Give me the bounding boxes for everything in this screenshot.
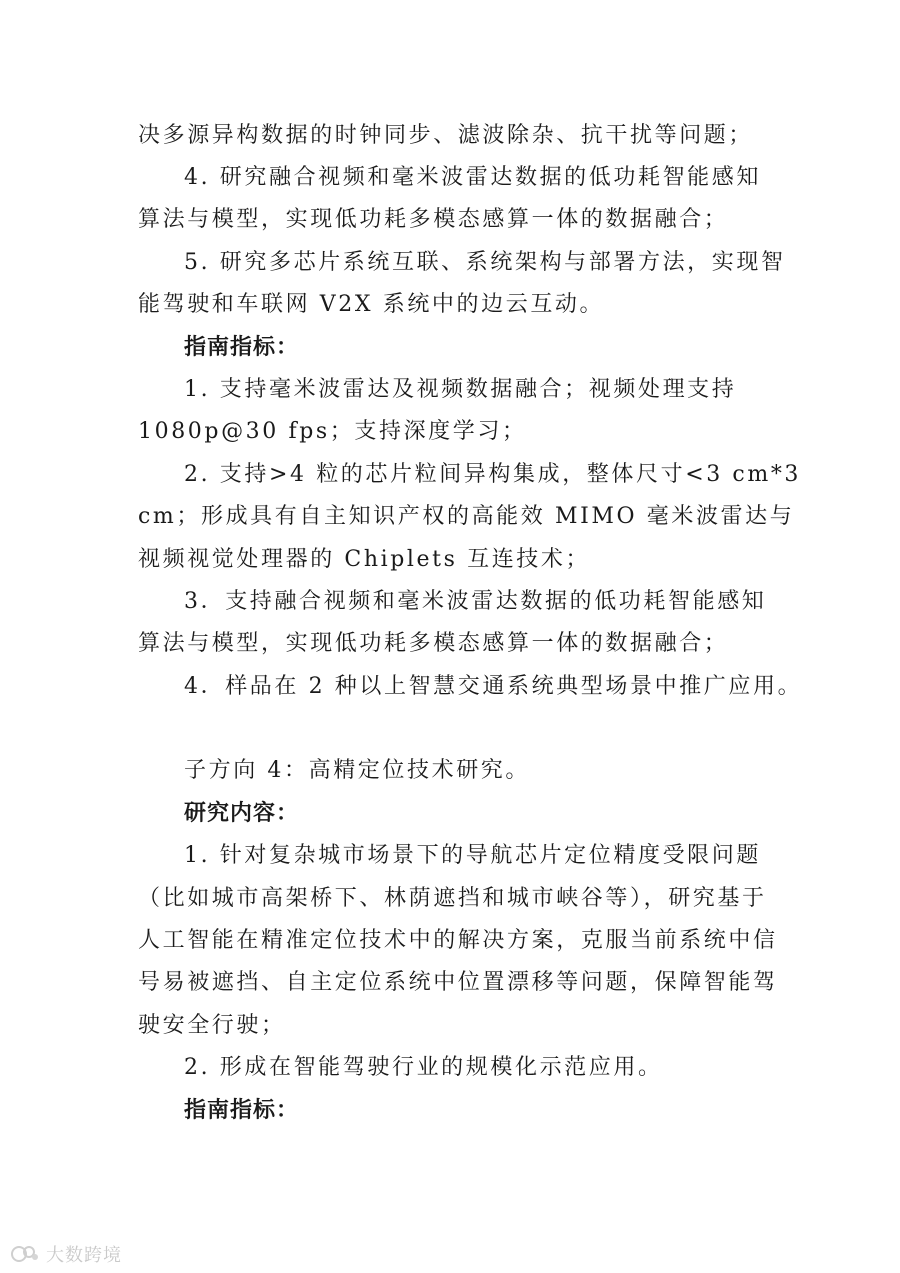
list-item: 3．支持融合视频和毫米波雷达数据的低功耗智能感知 [184,589,767,614]
list-item: 2. 支持>4 粒的芯片粒间异构集成，整体尺寸<3 cm*3 [184,462,802,487]
section-heading: 指南指标： [184,335,300,360]
text-line: 1080p@30 fps；支持深度学习； [138,419,527,444]
list-item: 2. 形成在智能驾驶行业的规模化示范应用。 [184,1055,663,1080]
list-item: 4. 研究融合视频和毫米波雷达数据的低功耗智能感知 [184,165,761,190]
watermark-text: 大数跨境 [46,1245,122,1266]
text-line: 驶安全行驶； [138,1013,286,1038]
text-line: 人工智能在精准定位技术中的解决方案，克服当前系统中信 [138,928,778,953]
text-line: 决多源异构数据的时钟同步、滤波除杂、抗干扰等问题； [138,123,754,148]
list-item: 4．样品在 2 种以上智慧交通系统典型场景中推广应用。 [184,674,803,699]
subsection-title: 子方向 4：高精定位技术研究。 [184,758,530,783]
list-item: 1. 支持毫米波雷达及视频数据融合；视频处理支持 [184,377,737,402]
text-line: （比如城市高架桥下、林荫遮挡和城市峡谷等），研究基于 [138,886,767,911]
list-item: 1. 针对复杂城市场景下的导航芯片定位精度受限问题 [184,843,761,868]
watermark [10,1240,122,1268]
text-line: 算法与模型，实现低功耗多模态感算一体的数据融合； [138,207,729,232]
text-line: 能驾驶和车联网 V2X 系统中的边云互动。 [138,292,605,317]
brand-logo-icon [10,1243,40,1265]
section-heading: 指南指标： [184,1098,300,1123]
text-line: 视频视觉处理器的 Chiplets 互连技术； [138,547,591,572]
text-line: cm；形成具有自主知识产权的高能效 MIMO 毫米波雷达与 [138,504,795,529]
text-line: 算法与模型，实现低功耗多模态感算一体的数据融合； [138,631,729,656]
list-item: 5. 研究多芯片系统互联、系统架构与部署方法，实现智 [184,250,786,275]
section-heading: 研究内容： [184,801,300,826]
text-line: 号易被遮挡、自主定位系统中位置漂移等问题，保障智能驾 [138,970,778,995]
